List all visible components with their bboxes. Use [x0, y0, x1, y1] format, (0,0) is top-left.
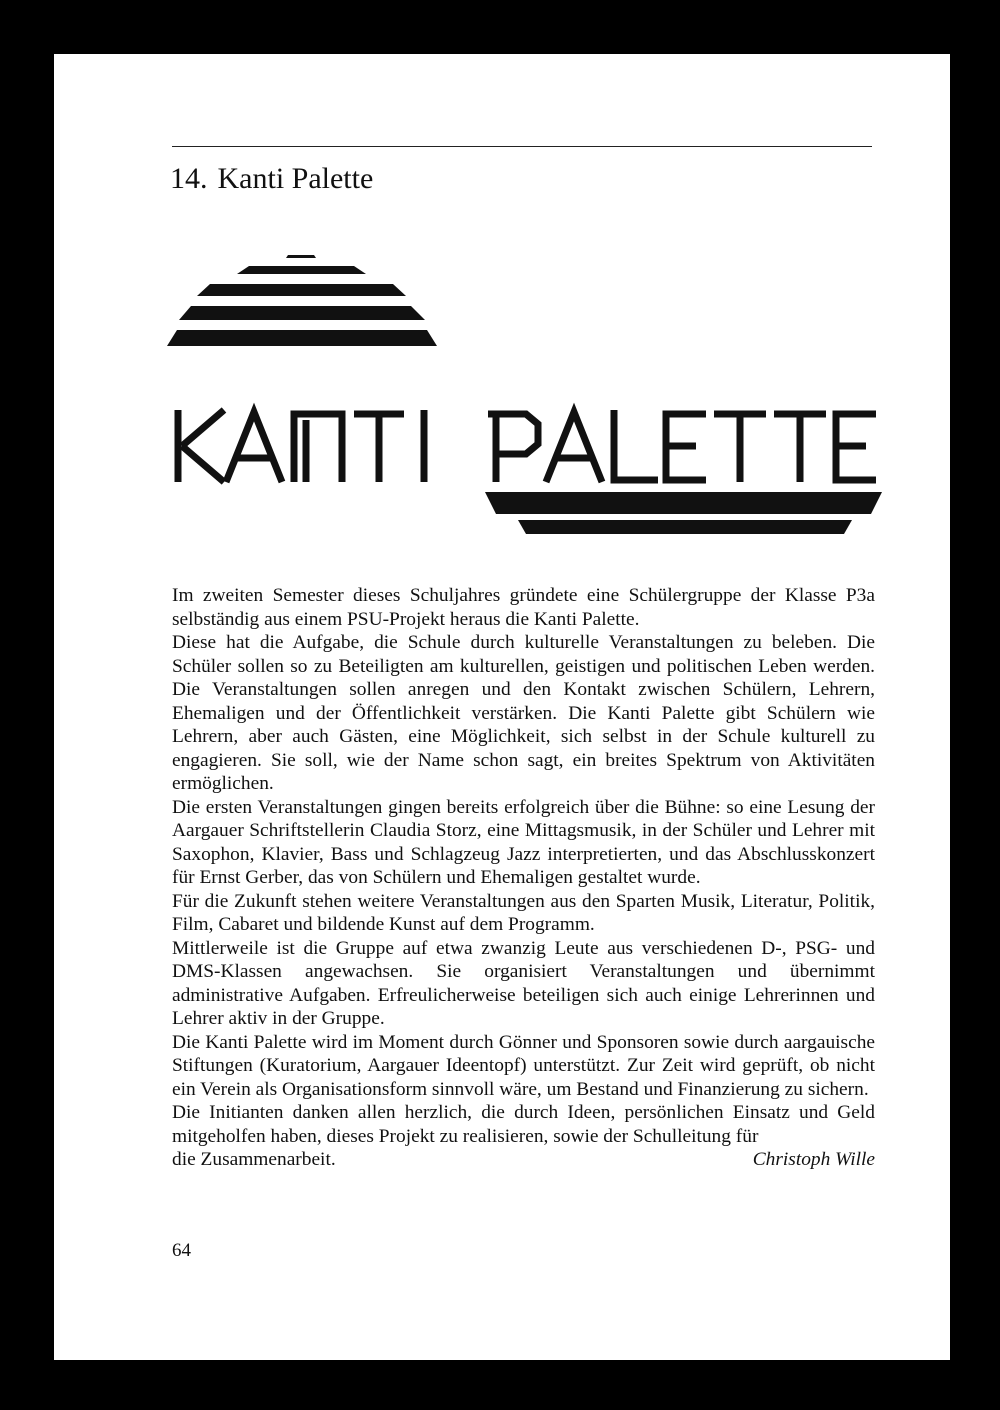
closing-last-line [172, 1148, 875, 1172]
document-page [54, 54, 950, 1360]
kanti-palette-logo [166, 248, 882, 534]
article-body [172, 584, 875, 1172]
logo-bottom-stripes [485, 492, 882, 534]
page-number: 64 [172, 1240, 191, 1261]
paragraph: Die ersten Veranstaltungen gingen bereits erfolgreich über die Bühne: so eine Lesung der Aargauer Schriftstellerin Claudia Storz, eine Mittagsmusik, in der Schüler und Lehrer mit Saxophon, Klavier, Bass und Schlagzeug Jazz interpretierten, und das Abschlusskonzert für Ernst Gerber, das von Schülern und Ehemaligen gestaltet wurde. [172, 796, 875, 888]
paragraph: Die Kanti Palette wird im Moment durch Gönner und Sponsoren sowie durch aargauische Stiftungen (Kuratorium, Aargauer Ideentopf) unterstützt. Zur Zeit wird geprüft, ob nicht ein Verein als Organisationsform sinnvoll wäre, um Bestand und Finanzierung zu sichern. [172, 1031, 875, 1100]
paragraph: Diese hat die Aufgabe, die Schule durch kulturelle Veranstaltungen zu beleben. Die Schüler sollen so zu Beteiligten am kulturellen, geistigen und politischen Leben werden. Die Veranstaltungen sollen anregen und den Kontakt zwischen Schülern, Lehrern, Ehemaligen und der Öffentlichkeit verstärken. Die Kanti Palette gibt Schülern wie Lehrern, aber auch Gästen, eine Möglichkeit, sich selbst in der Schule kulturell zu engagieren. Sie soll, wie der Name schon sagt, ein breites Spektrum von Aktivitäten ermöglichen. [172, 632, 875, 794]
header-rule [172, 146, 872, 147]
paragraph: Im zweiten Semester dieses Schuljahres gründete eine Schülergruppe der Klasse P3a selbständig aus einem PSU-Projekt heraus die Kanti Palette. [172, 585, 875, 630]
chapter-heading [170, 162, 373, 196]
chapter-title: Kanti Palette [217, 162, 374, 195]
logo-lettering [178, 410, 876, 482]
paragraph: Mittlerweile ist die Gruppe auf etwa zwanzig Leute aus verschiedenen D-, PSG- und DMS-Klassen angewachsen. Sie organisiert Veranstaltungen und übernimmt administrative Aufgaben. Erfreulicherweise beteiligen sich auch einige Lehrerinnen und Lehrer aktiv in der Gruppe. [172, 937, 875, 1029]
closing-paragraph: Die Initianten danken allen herzlich, die durch Ideen, persönlichen Einsatz und Geld mitgeholfen haben, dieses Projekt zu realisieren, sowie der Schulleitung für [172, 1102, 875, 1147]
chapter-number: 14. [170, 162, 208, 195]
paragraph: Für die Zukunft stehen weitere Veranstaltungen aus den Sparten Musik, Literatur, Politik, Film, Cabaret und bildende Kunst auf dem Programm. [172, 890, 875, 935]
closing-text-end: die Zusammenarbeit. [172, 1149, 336, 1170]
logo-top-stripes [167, 255, 437, 346]
author-signature: Christoph Wille [752, 1149, 875, 1170]
